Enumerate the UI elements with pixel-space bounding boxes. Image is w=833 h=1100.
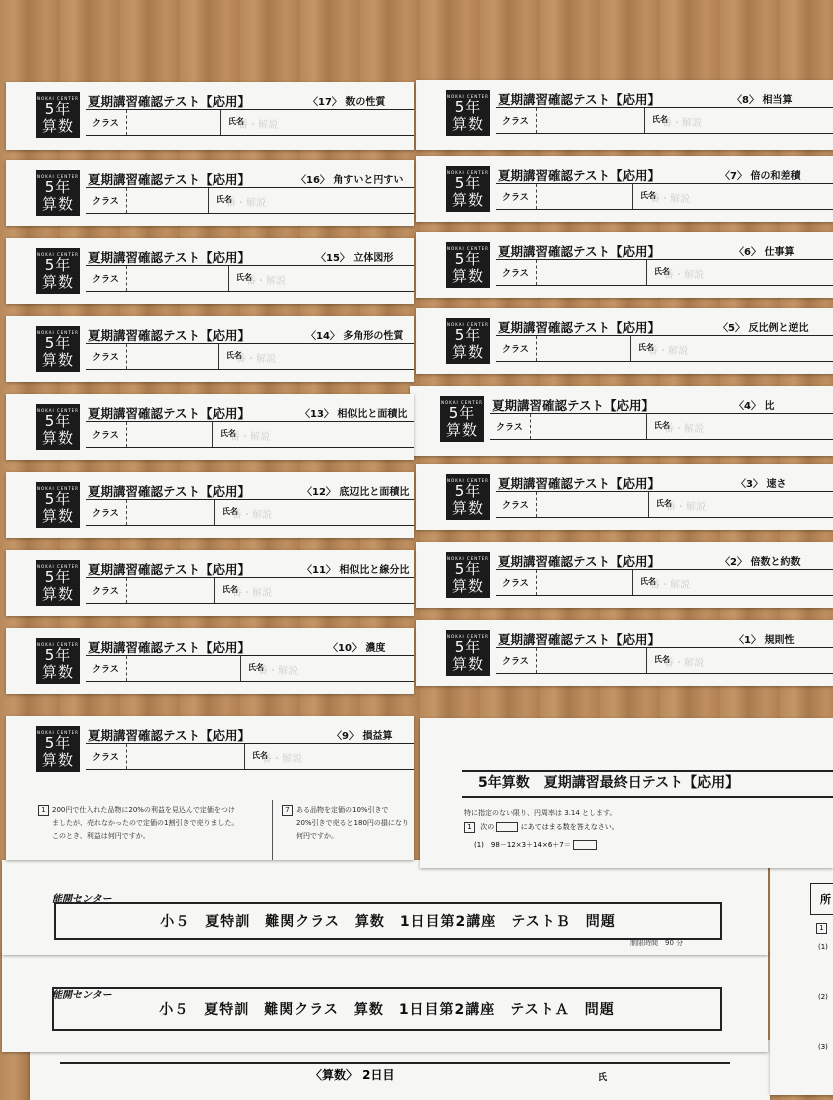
noukai-a-title: 小５ 夏特訓 難関クラス 算数 1日目第2講座 テストＡ 問題 xyxy=(52,987,722,1031)
ghost-text: 番・解説 xyxy=(648,346,688,357)
test-sheet-right-6 xyxy=(416,542,833,608)
test-sheet-right-0 xyxy=(416,80,833,150)
name-label: 氏名 xyxy=(252,751,268,760)
nokai-logo-icon: NOKAI CENTER 5年 算数 xyxy=(446,242,490,288)
sheet-title: 夏期講習確認テスト【応用】 xyxy=(88,94,251,109)
sheet-unit: 〈14〉 多角形の性質 xyxy=(306,331,404,342)
name-label: 氏名 xyxy=(222,507,238,516)
sheet-title: 夏期講習確認テスト【応用】 xyxy=(498,632,661,647)
name-label: 氏名 xyxy=(236,273,252,282)
sheet-unit: 〈13〉 相似比と面積比 xyxy=(300,409,408,420)
sheet-unit: 〈12〉 底辺比と面積比 xyxy=(302,487,410,498)
sheet-unit: 〈11〉 相似比と線分比 xyxy=(302,565,410,576)
nokai-logo-icon: NOKAI CENTER 5年 算数 xyxy=(446,166,490,212)
test-sheet-left-5 xyxy=(6,472,414,538)
name-label: 氏名 xyxy=(228,117,244,126)
bottom-sheet-text: 〈算数〉 2日目 xyxy=(310,1068,395,1082)
noukai-b-brand: 能開センター xyxy=(52,894,112,905)
ghost-text: 番・解説 xyxy=(230,432,270,443)
sheet-unit: 〈1〉 規則性 xyxy=(734,635,795,646)
class-label: クラス xyxy=(92,509,119,519)
test-sheet-left-8 xyxy=(6,716,414,860)
ghost-text: 番・解説 xyxy=(238,120,278,131)
sheet-title: 夏期講習確認テスト【応用】 xyxy=(88,562,251,577)
class-label: クラス xyxy=(502,501,529,511)
class-label: クラス xyxy=(92,197,119,207)
sheet-title: 夏期講習確認テスト【応用】 xyxy=(88,728,251,743)
sheet-unit: 〈15〉 立体図形 xyxy=(316,253,394,264)
class-label: クラス xyxy=(92,275,119,285)
ghost-text: 番・解説 xyxy=(664,270,704,281)
sheet-unit: 〈7〉 倍の和差積 xyxy=(720,171,801,182)
name-label: 氏名 xyxy=(654,655,670,664)
name-label: 氏名 xyxy=(248,663,264,672)
ghost-text: 番・解説 xyxy=(650,580,690,591)
sheet-title: 夏期講習確認テスト【応用】 xyxy=(498,554,661,569)
ghost-text: 番・解説 xyxy=(246,276,286,287)
nokai-logo-icon: NOKAI CENTER 5年 算数 xyxy=(36,482,80,528)
noukai-test-a xyxy=(2,952,768,1052)
nokai-logo-icon: NOKAI CENTER 5年 算数 xyxy=(36,170,80,216)
class-label: クラス xyxy=(502,193,529,203)
sheet-unit: 〈17〉 数の性質 xyxy=(308,97,386,108)
nokai-logo-icon: NOKAI CENTER 5年 算数 xyxy=(36,92,80,138)
ghost-text: 番・解説 xyxy=(262,754,302,765)
sheet-unit: 〈10〉 濃度 xyxy=(328,643,386,654)
sheet-title: 夏期講習確認テスト【応用】 xyxy=(88,640,251,655)
test-sheet-right-5 xyxy=(416,464,833,530)
noukai-b-title: 小５ 夏特訓 難関クラス 算数 1日目第2講座 テストＢ 問題 xyxy=(54,902,722,940)
test-sheet-left-3 xyxy=(6,316,414,382)
test-sheet-right-7 xyxy=(416,620,833,686)
nokai-logo-icon: NOKAI CENTER 5年 算数 xyxy=(36,248,80,294)
class-label: クラス xyxy=(502,117,529,127)
nokai-logo-icon: NOKAI CENTER 5年 算数 xyxy=(36,638,80,684)
class-label: クラス xyxy=(92,119,119,129)
test-sheet-right-2 xyxy=(416,232,833,298)
class-label: クラス xyxy=(92,353,119,363)
ghost-text: 番・解説 xyxy=(232,588,272,599)
name-label: 氏名 xyxy=(216,195,232,204)
nokai-logo-icon: NOKAI CENTER 5年 算数 xyxy=(446,90,490,136)
ghost-text: 番・解説 xyxy=(650,194,690,205)
final-test-q1-lead: 次の xyxy=(480,823,495,831)
ghost-text: 番・解説 xyxy=(258,666,298,677)
nokai-logo-icon: NOKAI CENTER 5年 算数 xyxy=(446,474,490,520)
sheet-unit: 〈6〉 仕事算 xyxy=(734,247,795,258)
class-label: クラス xyxy=(502,269,529,279)
sheet-title: 夏期講習確認テスト【応用】 xyxy=(88,484,251,499)
name-label: 氏名 xyxy=(222,585,238,594)
class-label: クラス xyxy=(502,579,529,589)
test-sheet-left-0 xyxy=(6,82,414,150)
sheet-title: 夏期講習確認テスト【応用】 xyxy=(498,320,661,335)
test-sheet-left-6 xyxy=(6,550,414,616)
sheet-title: 夏期講習確認テスト【応用】 xyxy=(498,244,661,259)
final-test-q1-tail: にあてはまる数を答えなさい。 xyxy=(520,823,619,831)
class-label: クラス xyxy=(92,753,119,763)
final-test-qnum: 1 xyxy=(464,822,475,833)
ghost-text: 番・解説 xyxy=(666,502,706,513)
ghost-text: 番・解説 xyxy=(226,198,266,209)
name-label: 氏名 xyxy=(654,421,670,430)
name-label: 氏名 xyxy=(656,499,672,508)
sheet-unit: 〈3〉 速さ xyxy=(736,479,787,490)
nokai-logo-icon: NOKAI CENTER 5年 算数 xyxy=(36,560,80,606)
class-label: クラス xyxy=(502,657,529,667)
ghost-text: 番・解説 xyxy=(664,658,704,669)
nokai-logo-icon: NOKAI CENTER 5年 算数 xyxy=(440,396,484,442)
ghost-text: 番・解説 xyxy=(232,510,272,521)
test-sheet-right-3 xyxy=(416,308,833,374)
q7-block: 7 ある品物を定価の10%引きで 20%引きで売ると180円の損になり 何円ですか。 xyxy=(282,804,409,843)
sheet-unit: 〈8〉 相当算 xyxy=(732,95,793,106)
sheet-title: 夏期講習確認テスト【応用】 xyxy=(498,92,661,107)
test-sheet-left-1 xyxy=(6,160,414,226)
q7-number: 7 xyxy=(282,805,293,816)
sheet-title: 夏期講習確認テスト【応用】 xyxy=(492,398,655,413)
right-edge-sub3: (3) xyxy=(818,1043,828,1051)
ghost-text: 番・解説 xyxy=(662,118,702,129)
name-label: 氏名 xyxy=(226,351,242,360)
final-test-title: 5年算数 夏期講習最終日テスト【応用】 xyxy=(478,775,740,791)
name-label: 氏名 xyxy=(640,577,656,586)
q1-number: 1 xyxy=(38,805,49,816)
sheet-unit: 〈9〉 損益算 xyxy=(332,731,393,742)
name-label: 氏名 xyxy=(640,191,656,200)
sheet-unit: 〈16〉 角すいと円すい xyxy=(296,175,404,186)
q1-block: 1 200円で仕入れた品物に20%の利益を見込んで定価をつけ ましたが、売れなかったので定価の1割引きで売りました。 このとき、利益は何円ですか。 xyxy=(38,804,238,843)
right-edge-sub1: (1) xyxy=(818,943,828,951)
final-test-sub1: (1) 98－12×3＋14×6＋7＝ xyxy=(474,841,571,849)
class-label: クラス xyxy=(92,587,119,597)
sheet-title: 夏期講習確認テスト【応用】 xyxy=(88,250,251,265)
bottom-sheet-name: 氏 xyxy=(598,1073,608,1083)
nokai-logo-icon: NOKAI CENTER 5年 算数 xyxy=(36,726,80,772)
nokai-logo-icon: NOKAI CENTER 5年 算数 xyxy=(36,404,80,450)
test-sheet-left-2 xyxy=(6,238,414,304)
test-sheet-right-1 xyxy=(416,156,833,222)
name-label: 氏名 xyxy=(652,115,668,124)
name-label: 氏名 xyxy=(654,267,670,276)
right-edge-sub2: (2) xyxy=(818,993,828,1001)
sheet-unit: 〈2〉 倍数と約数 xyxy=(720,557,801,568)
sheet-title: 夏期講習確認テスト【応用】 xyxy=(88,172,251,187)
noukai-b-time: 制限時間 90 分 xyxy=(630,939,684,947)
test-sheet-right-4 xyxy=(410,386,833,456)
nokai-logo-icon: NOKAI CENTER 5年 算数 xyxy=(36,326,80,372)
sheet-title: 夏期講習確認テスト【応用】 xyxy=(498,168,661,183)
nokai-logo-icon: NOKAI CENTER 5年 算数 xyxy=(446,630,490,676)
sheet-title: 夏期講習確認テスト【応用】 xyxy=(498,476,661,491)
nokai-logo-icon: NOKAI CENTER 5年 算数 xyxy=(446,552,490,598)
class-label: クラス xyxy=(92,431,119,441)
class-label: クラス xyxy=(92,665,119,675)
right-edge-label: 所 xyxy=(820,893,831,906)
ghost-text: 番・解説 xyxy=(664,424,704,435)
class-label: クラス xyxy=(496,423,523,433)
name-label: 氏名 xyxy=(220,429,236,438)
noukai-a-brand: 能開センター xyxy=(52,990,112,1001)
name-label: 氏名 xyxy=(638,343,654,352)
class-label: クラス xyxy=(502,345,529,355)
ghost-text: 番・解説 xyxy=(236,354,276,365)
sheet-unit: 〈5〉 反比例と逆比 xyxy=(718,323,809,334)
sheet-title: 夏期講習確認テスト【応用】 xyxy=(88,328,251,343)
test-sheet-left-4 xyxy=(6,394,414,460)
right-edge-qnum: 1 xyxy=(816,923,827,934)
sheet-title: 夏期講習確認テスト【応用】 xyxy=(88,406,251,421)
final-test-note: 特に指定のない限り、円周率は 3.14 とします。 xyxy=(464,809,617,817)
final-test-sheet xyxy=(420,718,833,868)
nokai-logo-icon: NOKAI CENTER 5年 算数 xyxy=(446,318,490,364)
test-sheet-left-7 xyxy=(6,628,414,694)
sheet-unit: 〈4〉 比 xyxy=(734,401,775,412)
noukai-test-b xyxy=(2,860,768,955)
